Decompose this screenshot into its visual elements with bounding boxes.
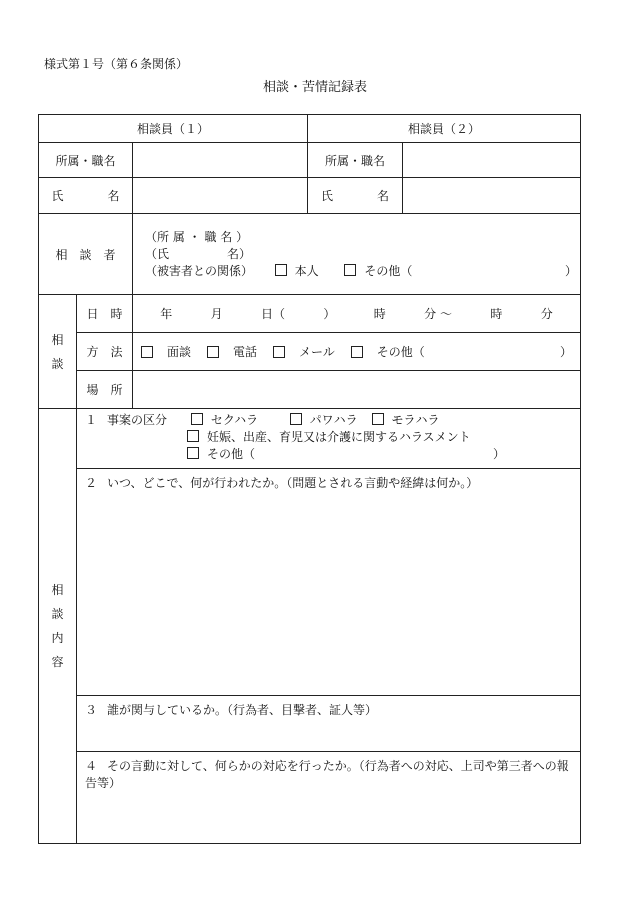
place-label: 場 所 — [77, 371, 133, 409]
counselor-2-name-field[interactable] — [403, 178, 581, 214]
place-field[interactable] — [133, 371, 581, 409]
checkbox-moral-harassment[interactable] — [372, 413, 384, 425]
consultant-relation-line: （被害者との関係） 本人 その他（ ） — [145, 263, 578, 278]
datetime-label: 日 時 — [77, 295, 133, 333]
consultant-details — [133, 214, 581, 295]
counselor-1-affiliation-field[interactable] — [133, 143, 308, 178]
counselor-2-header: 相談員（２） — [308, 115, 581, 143]
counselor-2-affiliation-field[interactable] — [403, 143, 581, 178]
checkbox-power-harassment[interactable] — [290, 413, 302, 425]
checkbox-maternity-harassment[interactable] — [187, 430, 199, 442]
who-involved-section[interactable]: ３ 誰が関与しているか。（行為者、目撃者、証人等） — [77, 696, 581, 752]
response-taken-section[interactable]: ４ その言動に対して、何らかの対応を行ったか。（行為者への対応、上司や第三者への報告等） — [77, 752, 581, 844]
counselor-1-affiliation-label: 所属・職名 — [39, 143, 133, 178]
checkbox-email[interactable] — [273, 346, 285, 358]
consultant-name-line: （氏 名） — [145, 246, 252, 261]
case-category-section: １ 事案の区分 セクハラ パワハラ モラハラ 妊娠、出産、育児又は介護に関するハラスメント その他（ ） — [77, 409, 581, 469]
form-number: 様式第１号（第６条関係） — [44, 57, 189, 71]
counselor-2-name-label: 氏 名 — [308, 178, 403, 214]
checkbox-self[interactable] — [275, 264, 287, 276]
method-label: 方 法 — [77, 333, 133, 371]
consultation-side-label: 相 談 — [39, 295, 77, 409]
counselor-1-header: 相談員（１） — [39, 115, 308, 143]
consultant-label: 相 談 者 — [39, 214, 133, 295]
content-side-label: 相 談 内 容 — [39, 409, 77, 844]
checkbox-phone[interactable] — [207, 346, 219, 358]
checkbox-method-other[interactable] — [351, 346, 363, 358]
counselor-1-name-field[interactable] — [133, 178, 308, 214]
checkbox-category-other[interactable] — [187, 447, 199, 459]
method-options: 面談 電話 メール その他（ ） — [133, 333, 581, 371]
page-title: 相談・苦情記録表 — [262, 80, 367, 95]
checkbox-other[interactable] — [344, 264, 356, 276]
what-happened-section[interactable]: ２ いつ、どこで、何が行われたか。（問題とされる言動や経緯は何か。） — [77, 469, 581, 696]
checkbox-sexual-harassment[interactable] — [191, 413, 203, 425]
counselor-1-name-label: 氏 名 — [39, 178, 133, 214]
consultation-record-form — [38, 114, 581, 844]
consultant-affiliation-line: （所 属 ・ 職 名 ） — [145, 229, 249, 244]
checkbox-interview[interactable] — [141, 346, 153, 358]
counselor-2-affiliation-label: 所属・職名 — [308, 143, 403, 178]
datetime-field[interactable]: 年 月 日（ ） 時 分 ～ 時 分 — [133, 295, 581, 333]
